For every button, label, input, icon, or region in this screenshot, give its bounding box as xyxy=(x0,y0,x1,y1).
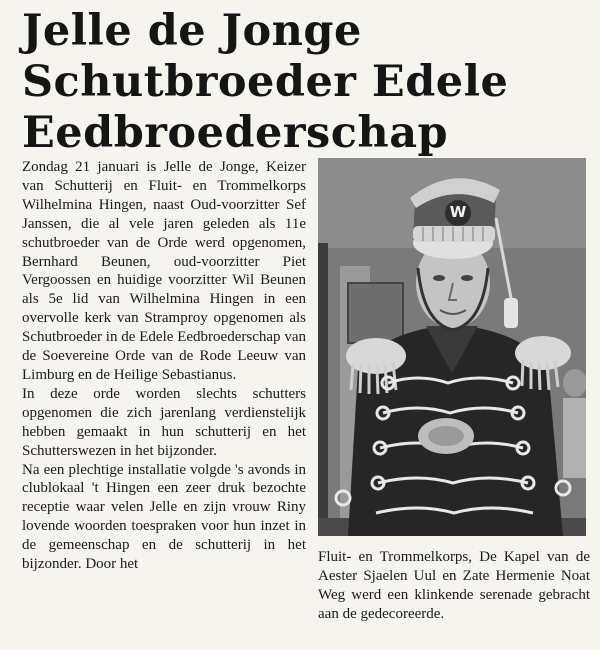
body-paragraph-2: In deze orde worden slechts schutters opgenomen die zich jarenlang verdienstelijk hebben gemaakt in hun schutterij en het Schutterswezen in het bijzonder. xyxy=(22,385,306,459)
hat-badge-letter: W xyxy=(449,203,467,221)
article-continuation xyxy=(318,548,590,624)
article-body xyxy=(22,158,306,574)
continuation-paragraph: Fluit- en Trommelkorps, De Kapel van de Aester Sjaelen Uul en Zate Hermenie Noat Weg werd een klinkende serenade gebracht aan de gedecoreerde. xyxy=(318,549,590,622)
body-paragraph-1: Zondag 21 januari is Jelle de Jonge, Keizer van Schutterij en Fluit- en Trommelkorps Wilhelmina Hingen, naast Oud-voorzitter Sef Janssen, die al vele jaren geleden als 11e schutbroeder van de Orde werd opgenomen, Bernhard Beunen, oud-voorzitter Piet Vergoossen en huidige voorzitter Wil Beunen als 5e lid van Wilhelmina Hingen in een overvolle kerk van Stramproy opgenomen als Schutbroeder in de Edele Eedbroederschap van de Soevereine Orde van de Rode Leeuw van Limburg en de Heilige Sebastianus. xyxy=(22,159,306,383)
headline-line-2: Schutbroeder Edele xyxy=(22,57,509,107)
portrait-photo xyxy=(318,158,586,536)
headline-line-3: Eedbroederschap xyxy=(22,108,449,158)
headline-line-1: Jelle de Jonge xyxy=(22,6,362,56)
article-headline xyxy=(22,6,592,159)
body-paragraph-3: Na een plechtige installatie volgde 's avonds in clublokaal 't Hingen een zeer druk bezochte receptie waar velen Jelle en zijn vrouw Riny lovende woorden toespraken voor hun inzet in de gemeenschap en de schutterij in het bijzonder. Door het xyxy=(22,461,306,573)
